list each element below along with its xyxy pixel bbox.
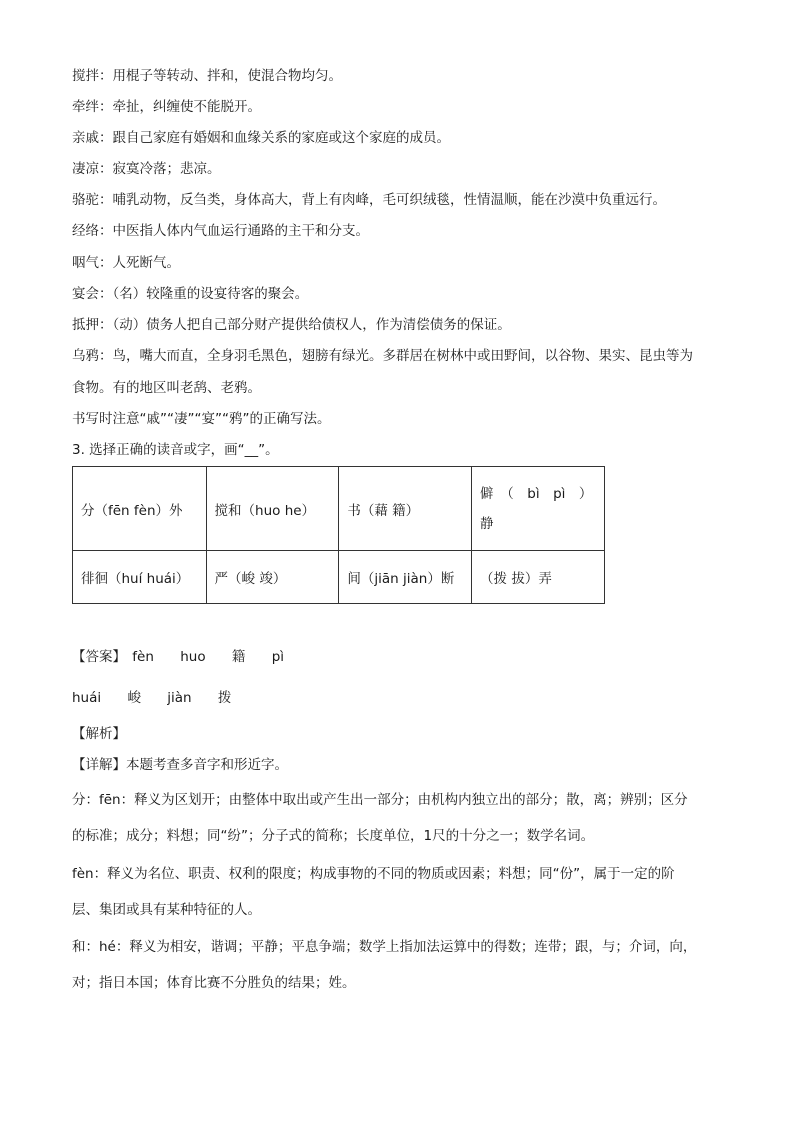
fen2-line2: 层、集团或具有某种特征的人。 [72,902,261,918]
table-cell: 严（峻 竣） [206,551,339,604]
table-cell: 搅和（huo he） [206,467,339,551]
definition-qinqi: 亲戚：跟自己家庭有婚姻和血缘关系的家庭或这个家庭的成员。 [72,130,450,146]
answer-item: huo [180,649,206,665]
question-3: 3. 选择正确的读音或字，画“__”。 [72,442,279,458]
definition-jingluo: 经络：中医指人体内气血运行通路的主干和分支。 [72,223,369,239]
table-cell: 徘徊（huí huái） [73,551,207,604]
answer-label: 【答案】 [72,649,126,665]
cell-text-line: 僻 （ bì pì ） [480,485,593,502]
answer-row-2 [72,688,253,708]
table-cell [472,467,605,551]
answer-item: 籍 [231,649,246,665]
answer-item: 拨 [217,690,232,706]
question-table [72,466,605,604]
answer-item: fèn [132,649,154,665]
answer-item: pì [271,649,285,665]
he-line1: 和：hé：释义为相安，谐调；平静；平息争端；数学上指加法运算中的得数；连带；跟，与；介词，向， [72,939,697,955]
definition-diya: 抵押：（动）债务人把自己部分财产提供给债权人，作为清偿债务的保证。 [72,317,511,333]
writing-note: 书写时注意“戚”“凄”“宴”“鸦”的正确写法。 [72,411,331,427]
answer-item: 峻 [127,690,141,706]
definition-qianban: 牵绊：牵扯，纠缠使不能脱开。 [72,99,261,115]
table-cell: 书（藉 籍） [339,467,472,551]
definition-yanqi: 咽气：人死断气。 [72,255,180,271]
fen1-line2: 的标准；成分；料想；同“纷”；分子式的简称；长度单位，1尺的十分之一；数学名词。 [72,828,595,844]
table-cell: 间（jiān jiàn）断 [339,551,472,604]
table-cell: （拨 拔）弄 [472,551,605,604]
definition-wuya-line2: 食物。有的地区叫老鸹、老鸦。 [72,380,261,396]
fen1-line1: 分：fēn：释义为区划开；由整体中取出或产生出一部分；由机构内独立出的部分；散，离；辨别；区分 [72,792,688,808]
analysis-label: 【解析】 [72,726,126,742]
he-line2: 对；指日本国；体育比赛不分胜负的结果；姓。 [72,975,356,991]
definition-jiaoban: 搅拌：用棍子等转动、拌和，使混合物均匀。 [72,68,342,84]
table-row [73,551,605,604]
detail-intro: 【详解】本题考查多音字和形近字。 [72,757,288,773]
cell-text-line: 静 [480,515,494,532]
fen2-line1: fèn：释义为名位、职责、权利的限度；构成事物的不同的物质或因素；料想；同“份”，属于一定的阶 [72,866,675,882]
answer-item: jiàn [167,690,192,706]
definition-luotuo: 骆驼：哺乳动物，反刍类，身体高大，背上有肉峰，毛可织绒毯，性情温顺，能在沙漠中负重远行。 [72,192,666,208]
answer-item: huái [72,690,102,706]
definition-qiliang: 凄凉：寂寞冷落；悲凉。 [72,161,221,177]
table-cell: 分（fēn fèn）外 [73,467,207,551]
table-row [73,467,605,551]
answer-row-1 [72,647,306,667]
definition-wuya-line1: 乌鸦：鸟，嘴大而直，全身羽毛黑色，翅膀有绿光。多群居在树林中或田野间，以谷物、果实、昆虫等为 [72,348,693,364]
definition-yanhui: 宴会：（名）较隆重的设宴待客的聚会。 [72,286,309,302]
